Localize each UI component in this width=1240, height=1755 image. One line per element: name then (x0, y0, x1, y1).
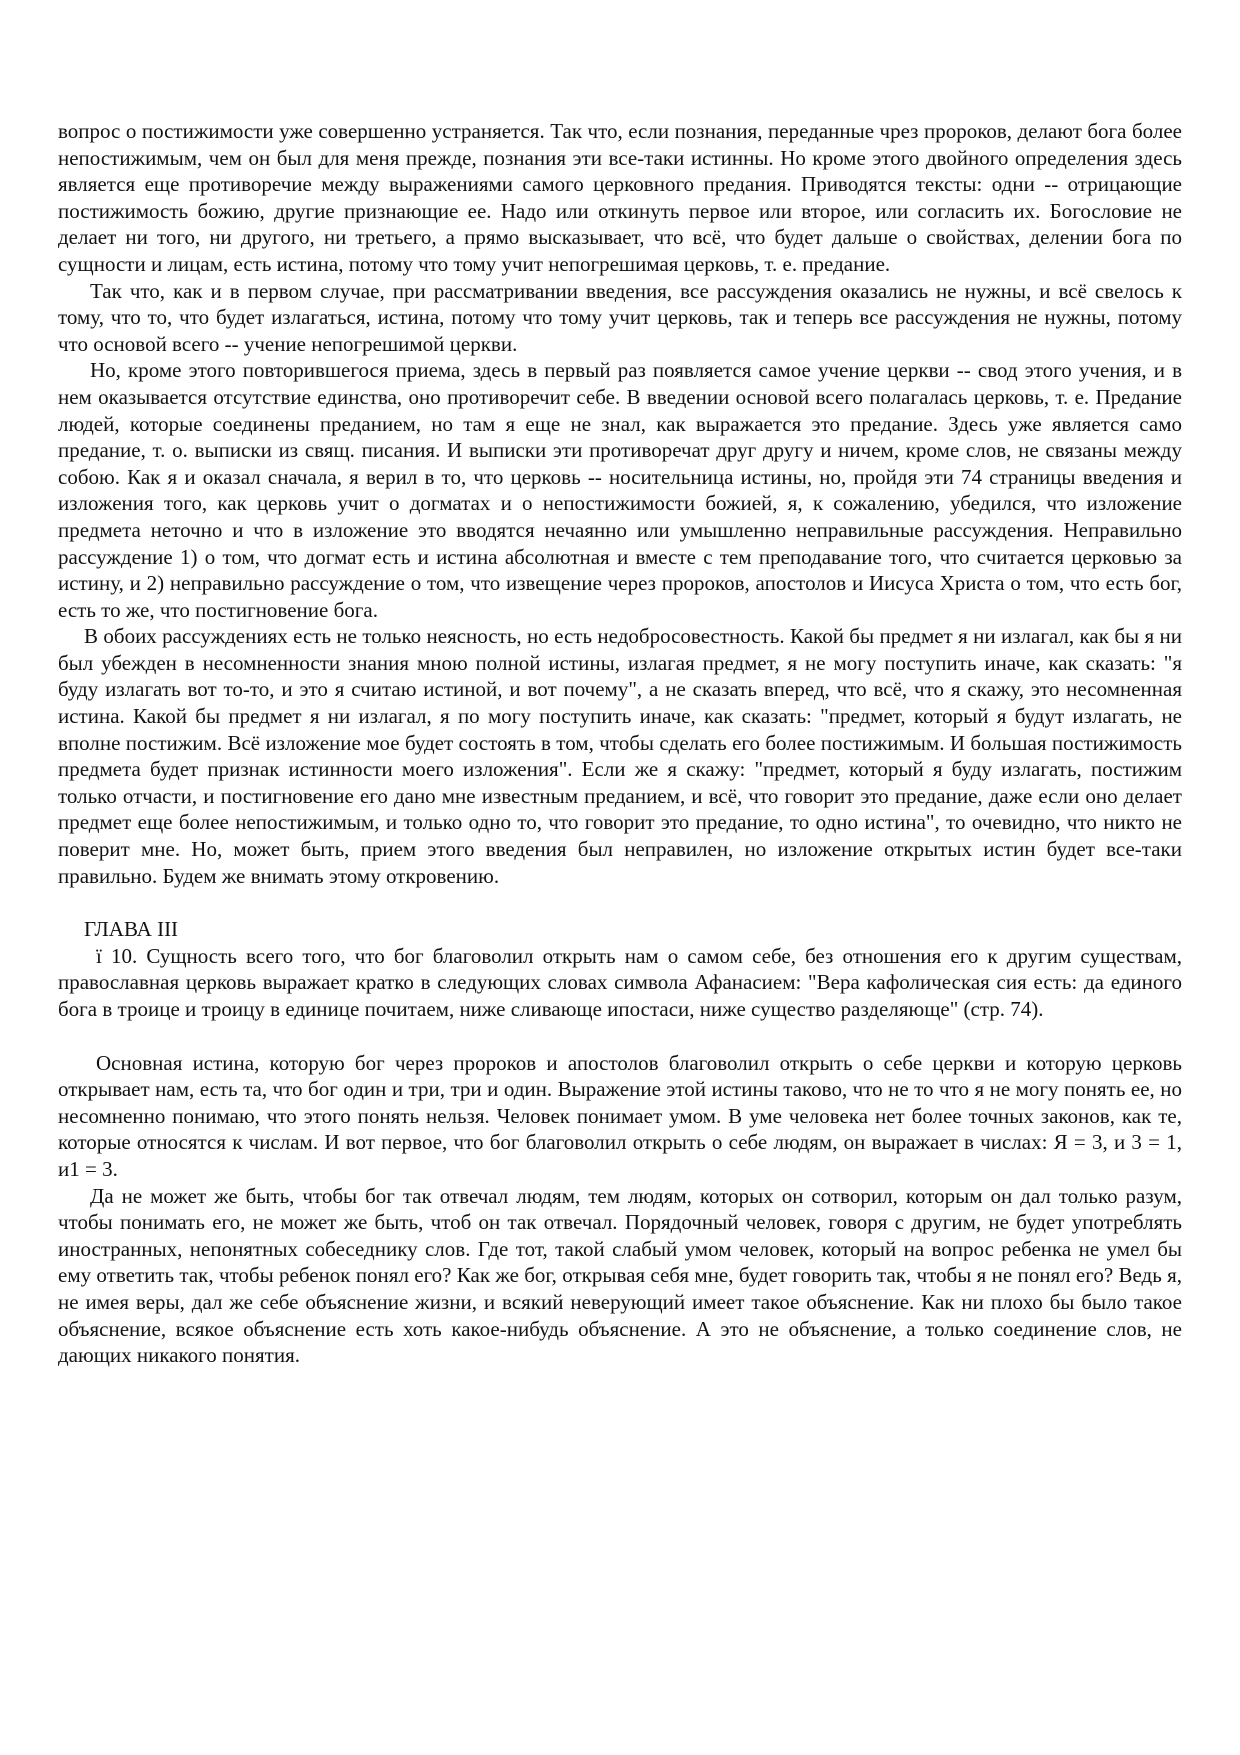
paragraph-3: Но, кроме этого повторившегося приема, здесь в первый раз появляется самое учение церкви -- свод этого учения, и в нем оказывается отсутствие единства, оно противоречит себе. В введении основой всего полагалась церковь, т. е. Предание людей, которые соединены преданием, но там я еще не знал, как выражается это предание. Здесь уже является само предание, т. о. выписки из свящ. писания. И выписки эти противоречат друг другу и ничем, кроме слов, не связаны между собою. Как я и оказал сначала, я верил в то, что церковь -- носительница истины, но, пройдя эти 74 страницы введения и изложения того, как церковь учит о догматах и о непостижимости божией, я, к сожалению, убедился, что изложение предмета неточно и что в изложение это вводятся нечаянно или умышленно неправильные рассуждения. Неправильно рассуждение 1) о том, что догмат есть и истина абсолютная и вместе с тем преподавание того, что считается церковью за истину, и 2) неправильно рассуждение о том, что извещение через пророков, апостолов и Иисуса Христа о том, что есть бог, есть то же, что постигновение бога. (58, 358, 1182, 622)
paragraph-2: Так что, как и в первом случае, при рассматривании введения, все рассуждения оказались не нужны, и всё свелось к тому, что то, что будет излагаться, истина, потому что тому учит церковь, так и теперь все рассуждения не нужны, потому что основой всего -- учение непогрешимой церкви. (58, 278, 1182, 356)
section-paragraph: ї 10. Сущность всего того, что бог благоволил открыть нам о самом себе, без отношения его к другим существам, православная церковь выражает кратко в следующих словах символа Афанасием: "Вера кафолическая сия есть: да единого бога в троице и троицу в единице почитаем, ниже сливающе ипостаси, ниже существо разделяюще" (стр. 74). (58, 943, 1182, 1021)
chapter-heading: ГЛАВА III (84, 917, 179, 942)
paragraph-6: Да не может же быть, чтобы бог так отвечал людям, тем людям, которых он сотворил, которым он дал только разум, чтобы понимать его, не может же быть, чтоб он так отвечал. Порядочный человек, говоря с другим, не будет употреблять иностранных, непонятных собеседнику слов. Где тот, такой слабый умом человек, который на вопрос ребенка не умел бы ему ответить так, чтобы ребенок понял его? Как же бог, открывая себя мне, будет говорить так, чтобы я не понял его? Ведь я, не имея веры, дал же себе объяснение жизни, и всякий неверующий имеет такое объяснение. Как ни плохо бы было такое объяснение, всякое объяснение есть хоть какое-нибудь объяснение. А это не объяснение, а только соединение слов, не дающих никакого понятия. (58, 1183, 1182, 1368)
paragraph-5: Основная истина, которую бог через пророков и апостолов благоволил открыть о себе церкви и которую церковь открывает нам, есть та, что бог один и три, три и один. Выражение этой истины таково, что не то что я не могу понять ее, но несомненно понимаю, что этого понять нельзя. Человек понимает умом. В уме человека нет более точных законов, как те, которые относятся к числам. И вот первое, что бог благоволил открыть о себе людям, он выражает в числах: Я = 3, и 3 = 1, и1 = 3. (58, 1050, 1182, 1181)
paragraph-1: вопрос о постижимости уже совершенно устраняется. Так что, если познания, переданные чрез пророков, делают бога более непостижимым, чем он был для меня прежде, познания эти все-таки истинны. Но кроме этого двойного определения здесь является еще противоречие между выражениями самого церковного предания. Приводятся тексты: одни -- отрицающие постижимость божию, другие признающие ее. Надо или откинуть первое или второе, или согласить их. Богословие не делает ни того, ни другого, ни третьего, а прямо высказывает, что всё, что будет дальше о свойствах, делении бога по сущности и лицам, есть истина, потому что тому учит непогрешимая церковь, т. е. предание. (58, 119, 1182, 276)
paragraph-4: В обоих рассуждениях есть не только неясность, но есть недобросовестность. Какой бы предмет я ни излагал, как бы я ни был убежден в несомненности знания мною полной истины, излагая предмет, я не могу поступить иначе, как сказать: "я буду излагать вот то-то, и это я считаю истиной, и вот почему", а не сказать вперед, что всё, что я скажу, это несомненная истина. Какой бы предмет я ни излагал, я по могу поступить иначе, как сказать: "предмет, который я будут излагать, не вполне постижим. Всё изложение мое будет состоять в том, чтобы сделать его более постижимым. И большая постижимость предмета будет признак истинности моего изложения". Если же я скажу: "предмет, который я буду излагать, постижим только отчасти, и постигновение его дано мне известным преданием, и всё, что говорит это предание, даже если оно делает предмет еще более непостижимым, и только одно то, что говорит это предание, то одно истина", то очевидно, что никто не поверит мне. Но, может быть, прием этого введения был неправилен, но изложение открытых истин будет все-таки правильно. Будем же внимать этому откровению. (58, 624, 1182, 888)
document-page (58, 118, 1182, 1369)
